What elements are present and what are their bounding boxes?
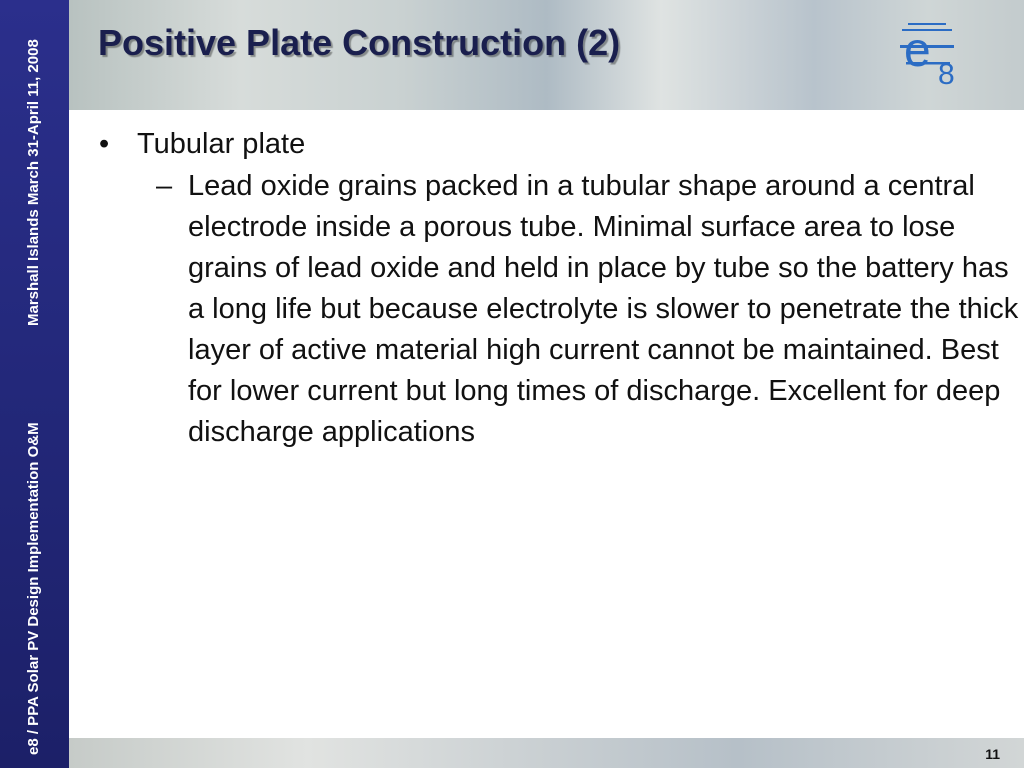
event-dates-text: Marshall Islands March 31-April 11, 2008 <box>25 39 42 326</box>
sidebar-band <box>0 0 69 768</box>
slide-body <box>99 124 1019 453</box>
bullet-marker: • <box>99 128 110 160</box>
page-number: 11 <box>985 746 1000 762</box>
bullet-text: Tubular plate <box>137 128 306 160</box>
e8-logo-icon <box>900 18 970 90</box>
logo-letter: e <box>904 24 931 77</box>
sub-bullet-marker: – <box>156 170 173 202</box>
event-title-text: e8 / PPA Solar PV Design Implementation O&M <box>25 422 42 755</box>
sub-bullet-text: Lead oxide grains packed in a tubular shape around a central electrode inside a porous tube. Minimal surface area to lose grains of lead oxide and held in place by tube so the battery has a long life but because electrolyte is slower to penetrate the thick layer of active material high current cannot be maintained. Best for lower current but long times of discharge. Excellent for deep discharge applications <box>188 170 1019 448</box>
logo-subscript: 8 <box>938 58 955 90</box>
slide-title: Positive Plate Construction (2) <box>98 22 621 63</box>
sub-bullet-item <box>156 166 1024 453</box>
bullet-item <box>99 124 999 164</box>
footer-band <box>69 738 1024 768</box>
